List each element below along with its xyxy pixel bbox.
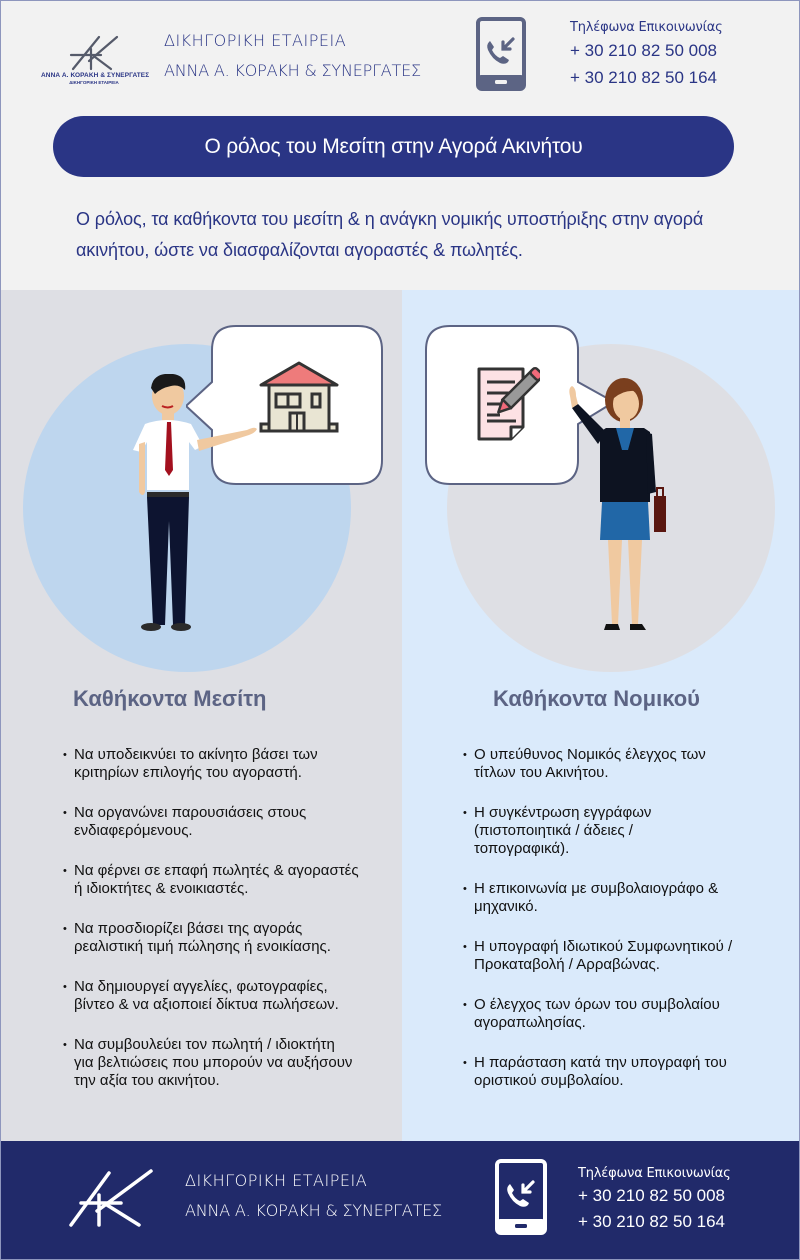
document-pencil-icon [476, 366, 540, 442]
logo-firm-type: ΔΙΚΗΓΟΡΙΚΗ ΕΤΑΙΡΕΙΑ [69, 80, 119, 85]
header [1, 1, 800, 290]
footer-firm-type: ΔΙΚΗΓΟΡΙΚΗ ΕΤΑΙΡΕΙΑ [185, 1171, 368, 1190]
list-item: • Να δημιουργεί αγγελίες, φωτογραφίες, βίντεο & να αξιοποιεί δίκτυα πωλήσεων. [63, 978, 363, 1014]
broker-duties-heading: Καθήκοντα Μεσίτη [73, 686, 267, 711]
page-title: Ο ρόλος του Μεσίτη στην Αγορά Ακινήτου [53, 116, 734, 177]
logo-firm-name: ΑΝΝΑ Α. ΚΟΡΑΚΗ & ΣΥΝΕΡΓΑΤΕΣ [41, 72, 150, 79]
firm-name: ΑΝΝΑ Α. ΚΟΡΑΚΗ & ΣΥΝΕΡΓΑΤΕΣ [164, 61, 421, 80]
list-item: • Η συγκέντρωση εγγράφων (πιστοποιητικά / άδειες / τοπογραφικά). [463, 804, 673, 858]
list-item: • Η επικοινωνία με συμβολαιογράφο & μηχανικό. [463, 880, 753, 916]
broker-duties-panel [1, 290, 402, 1141]
footer-firm-title-block [185, 1171, 442, 1220]
list-item: • Να υποδεικνύει το ακίνητο βάσει των κριτηρίων επιλογής του αγοραστή. [63, 746, 363, 782]
ak-monogram-icon [67, 35, 123, 71]
tablet-phone-call-icon [495, 1159, 547, 1235]
phone-number-1[interactable]: + 30 210 82 50 008 [570, 41, 717, 60]
businesswoman-figure [566, 372, 676, 636]
company-logo [41, 35, 150, 91]
list-item: • Να φέρνει σε επαφή πωλητές & αγοραστές ή ιδιοκτήτες & ενοικιαστές. [63, 862, 363, 898]
ak-monogram-icon [67, 1169, 155, 1229]
list-item: • Ο υπεύθυνος Νομικός έλεγχος των τίτλων του Ακινήτου. [463, 746, 733, 782]
list-item: • Να οργανώνει παρουσιάσεις στους ενδιαφερόμενους. [63, 804, 363, 840]
footer-phone-number-1[interactable]: + 30 210 82 50 008 [578, 1186, 725, 1205]
businessman-figure [131, 374, 266, 636]
firm-title-block [164, 31, 421, 80]
lawyer-duties-heading: Καθήκοντα Νομικού [493, 686, 700, 711]
firm-type: ΔΙΚΗΓΟΡΙΚΗ ΕΤΑΙΡΕΙΑ [164, 31, 347, 50]
list-item: • Να προσδιορίζει βάσει της αγοράς ρεαλιστική τιμή πώλησης ή ενοικίασης. [63, 920, 363, 956]
lawyer-duties-panel [402, 290, 800, 1141]
page-subtitle: Ο ρόλος, τα καθήκοντα του μεσίτη & η ανάγκη νομικής υποστήριξης στην αγορά ακινήτου, ώστε να διασφαλίζονται αγοραστές & πωλητές. [76, 209, 704, 260]
house-icon [259, 360, 339, 436]
list-item: • Ο έλεγχος των όρων του συμβολαίου αγοραπωλησίας. [463, 996, 753, 1032]
list-item: • Η υπογραφή Ιδιωτικού Συμφωνητικού / Προκαταβολή / Αρραβώνας. [463, 938, 763, 974]
footer-contact-label: Τηλέφωνα Επικοινωνίας [578, 1166, 731, 1181]
lawyer-duties-list [463, 746, 773, 1112]
contact-label: Τηλέφωνα Επικοινωνίας [570, 20, 723, 35]
list-item: • Η παράσταση κατά την υπογραφή του οριστικού συμβολαίου. [463, 1054, 753, 1090]
phone-number-2[interactable]: + 30 210 82 50 164 [570, 68, 717, 87]
footer [1, 1141, 800, 1260]
broker-duties-list [63, 746, 363, 1112]
contact-block [570, 20, 723, 88]
footer-firm-name: ΑΝΝΑ Α. ΚΟΡΑΚΗ & ΣΥΝΕΡΓΑΤΕΣ [185, 1201, 442, 1220]
footer-phone-number-2[interactable]: + 30 210 82 50 164 [578, 1212, 725, 1231]
footer-contact-block [578, 1166, 731, 1232]
tablet-phone-call-icon [476, 17, 526, 91]
list-item: • Να συμβουλεύει τον πωλητή / ιδιοκτήτη για βελτιώσεις που μπορούν να αυξήσουν την αξία του ακινήτου. [63, 1036, 353, 1090]
